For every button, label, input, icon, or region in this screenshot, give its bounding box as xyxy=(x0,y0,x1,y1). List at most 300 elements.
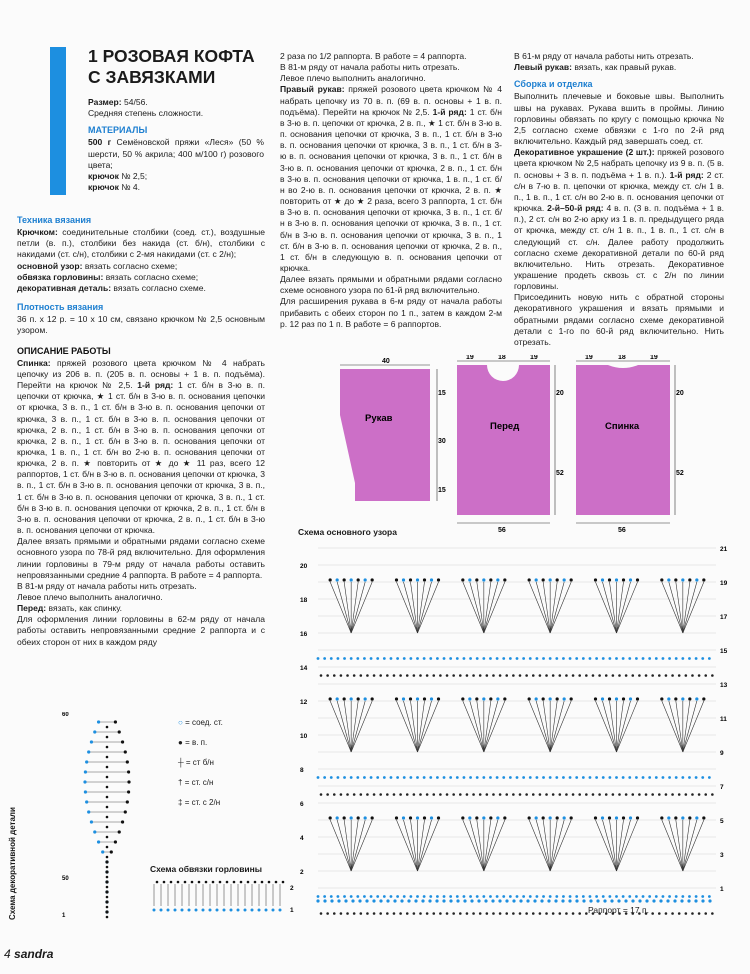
stitch-line xyxy=(330,820,351,871)
stitch-line xyxy=(603,701,617,752)
chain-dot xyxy=(251,909,254,912)
chain-dot xyxy=(701,895,704,898)
stitch-line xyxy=(683,582,690,633)
chain-dot xyxy=(525,912,528,915)
stitch-dot xyxy=(430,697,433,700)
page-footer: 4 sandra xyxy=(4,947,54,961)
chain-dot xyxy=(603,899,606,902)
chain-dot xyxy=(346,912,349,915)
stitch-dot xyxy=(357,697,360,700)
stitch-dot xyxy=(556,816,559,819)
chain-dot xyxy=(565,912,568,915)
stitch-line xyxy=(662,582,683,633)
stitch-dot xyxy=(84,790,87,793)
stitch-dot xyxy=(329,697,332,700)
chain-dot xyxy=(466,912,469,915)
svg-text:18: 18 xyxy=(498,355,506,361)
stitch-dot xyxy=(535,578,538,581)
chain-dot xyxy=(554,899,557,902)
chain-dot xyxy=(662,895,665,898)
row-number: 8 xyxy=(300,767,304,774)
chain-dot xyxy=(376,895,379,898)
stitch-dot xyxy=(629,578,632,581)
chain-dot xyxy=(436,895,439,898)
stitch-line xyxy=(596,701,617,752)
stitch-line xyxy=(683,701,690,752)
chain-dot xyxy=(419,674,422,677)
chain-dot xyxy=(456,776,459,779)
chain-dot xyxy=(275,881,278,884)
chain-dot xyxy=(575,895,578,898)
chain-dot xyxy=(505,912,508,915)
stitch-line xyxy=(484,701,491,752)
chain-dot xyxy=(376,776,379,779)
stitch-line xyxy=(351,582,358,633)
chain-dot xyxy=(317,776,320,779)
stitch-dot xyxy=(475,578,478,581)
stitch-dot xyxy=(468,816,471,819)
stitch-line xyxy=(610,820,617,871)
chain-dot xyxy=(436,776,439,779)
svg-text:20: 20 xyxy=(676,390,684,397)
stitch-line xyxy=(550,701,571,752)
chain-dot xyxy=(502,776,505,779)
chain-dot xyxy=(598,674,601,677)
stitch-line xyxy=(610,701,617,752)
chain-dot xyxy=(615,895,618,898)
stitch-line xyxy=(543,701,550,752)
chain-dot xyxy=(407,899,410,902)
chain-dot xyxy=(360,912,363,915)
stitch-line xyxy=(529,820,550,871)
stitch-dot xyxy=(636,578,639,581)
stitch-dot xyxy=(106,896,109,899)
stitch-line xyxy=(337,701,351,752)
chain-dot xyxy=(346,793,349,796)
stitch-dot xyxy=(106,876,109,879)
chain-dot xyxy=(429,776,432,779)
chain-dot xyxy=(622,895,625,898)
chain-dot xyxy=(645,899,648,902)
chain-dot xyxy=(343,776,346,779)
stitch-dot xyxy=(371,578,374,581)
chain-dot xyxy=(698,912,701,915)
stitch-dot xyxy=(105,910,108,913)
chain-dot xyxy=(668,776,671,779)
stitch-line xyxy=(397,582,418,633)
chain-dot xyxy=(542,657,545,660)
chain-dot xyxy=(635,776,638,779)
chain-dot xyxy=(482,657,485,660)
chain-dot xyxy=(366,912,369,915)
stitch-line xyxy=(536,582,550,633)
chain-dot xyxy=(589,776,592,779)
chain-dot xyxy=(701,657,704,660)
chain-dot xyxy=(216,909,219,912)
chain-dot xyxy=(598,793,601,796)
chain-dot xyxy=(499,793,502,796)
chain-dot xyxy=(687,899,690,902)
chain-dot xyxy=(393,899,396,902)
assembly-heading: Сборка и отделка xyxy=(514,79,593,90)
stitch-dot xyxy=(503,816,506,819)
stitch-line xyxy=(617,582,624,633)
stitch-line xyxy=(484,820,498,871)
chain-dot xyxy=(675,895,678,898)
chain-dot xyxy=(421,899,424,902)
chain-dot xyxy=(326,793,329,796)
chain-dot xyxy=(403,895,406,898)
chain-dot xyxy=(202,909,205,912)
chain-dot xyxy=(505,674,508,677)
stitch-dot xyxy=(127,770,130,773)
chain-dot xyxy=(615,657,618,660)
chain-dot xyxy=(177,881,180,884)
description-heading: ОПИСАНИЕ РАБОТЫ xyxy=(17,345,111,356)
chain-dot xyxy=(662,776,665,779)
stitch-dot xyxy=(622,697,625,700)
chain-dot xyxy=(393,793,396,796)
stitch-dot xyxy=(83,780,86,783)
stitch-line xyxy=(662,701,683,752)
svg-text:56: 56 xyxy=(618,527,626,533)
row-number: 11 xyxy=(720,716,727,723)
chain-dot xyxy=(472,912,475,915)
chain-dot xyxy=(373,793,376,796)
chain-dot xyxy=(498,899,501,902)
chain-dot xyxy=(545,674,548,677)
chain-dot xyxy=(561,899,564,902)
stitch-dot xyxy=(343,578,346,581)
row-number: 50 xyxy=(62,876,69,882)
main-schema xyxy=(298,540,738,920)
chain-dot xyxy=(316,899,319,902)
chain-dot xyxy=(492,912,495,915)
chain-dot xyxy=(505,899,508,902)
chain-dot xyxy=(416,776,419,779)
stitch-dot xyxy=(702,816,705,819)
stitch-dot xyxy=(106,786,109,789)
stitch-dot xyxy=(343,697,346,700)
stitch-dot xyxy=(681,578,684,581)
chain-dot xyxy=(170,881,173,884)
stitch-dot xyxy=(437,578,440,581)
chain-dot xyxy=(372,899,375,902)
row-number: 1 xyxy=(720,886,724,893)
chain-dot xyxy=(212,881,215,884)
chain-dot xyxy=(562,657,565,660)
row-number: 5 xyxy=(720,818,724,825)
stitch-dot xyxy=(336,578,339,581)
chain-dot xyxy=(340,793,343,796)
chain-dot xyxy=(350,895,353,898)
chain-dot xyxy=(678,912,681,915)
row-number: 60 xyxy=(62,712,69,718)
technique-heading: Техника вязания xyxy=(17,215,92,225)
chain-dot xyxy=(671,674,674,677)
chain-dot xyxy=(489,657,492,660)
chain-dot xyxy=(651,674,654,677)
stitch-dot xyxy=(570,816,573,819)
legend-item: † = ст. с/н xyxy=(178,778,214,787)
chain-dot xyxy=(223,909,226,912)
chain-dot xyxy=(466,793,469,796)
chain-dot xyxy=(409,657,412,660)
stitch-dot xyxy=(87,810,90,813)
stitch-dot xyxy=(629,697,632,700)
stitch-dot xyxy=(371,816,374,819)
chain-dot xyxy=(701,776,704,779)
chain-dot xyxy=(343,895,346,898)
chain-dot xyxy=(205,881,208,884)
stitch-dot xyxy=(570,697,573,700)
stitch-dot xyxy=(106,916,109,919)
chain-dot xyxy=(496,776,499,779)
chain-dot xyxy=(658,674,661,677)
chain-dot xyxy=(526,899,529,902)
chain-dot xyxy=(409,776,412,779)
chain-dot xyxy=(383,657,386,660)
stitch-dot xyxy=(636,697,639,700)
chain-dot xyxy=(356,895,359,898)
chain-dot xyxy=(247,881,250,884)
density-heading: Плотность вязания xyxy=(17,302,104,313)
stitch-dot xyxy=(121,740,124,743)
chain-dot xyxy=(555,776,558,779)
stitch-dot xyxy=(357,578,360,581)
stitch-line xyxy=(470,582,484,633)
chain-dot xyxy=(502,895,505,898)
chain-dot xyxy=(509,895,512,898)
stitch-line xyxy=(683,701,704,752)
chain-dot xyxy=(704,793,707,796)
chain-dot xyxy=(492,793,495,796)
stitch-dot xyxy=(121,820,124,823)
row-number: 1 xyxy=(290,907,294,914)
chain-dot xyxy=(476,776,479,779)
chain-dot xyxy=(555,895,558,898)
stitch-line xyxy=(603,820,617,871)
chain-dot xyxy=(390,657,393,660)
chain-dot xyxy=(386,912,389,915)
chain-dot xyxy=(409,895,412,898)
stitch-line xyxy=(683,820,690,871)
chain-dot xyxy=(233,881,236,884)
stitch-dot xyxy=(114,720,117,723)
chain-dot xyxy=(545,912,548,915)
stitch-dot xyxy=(535,816,538,819)
chain-dot xyxy=(439,912,442,915)
stitch-line xyxy=(404,701,418,752)
chain-dot xyxy=(569,776,572,779)
stitch-line xyxy=(669,701,683,752)
chain-dot xyxy=(413,912,416,915)
stitch-line xyxy=(418,820,432,871)
chain-dot xyxy=(618,793,621,796)
stitch-line xyxy=(351,820,372,871)
chain-dot xyxy=(353,674,356,677)
stitch-line xyxy=(344,701,351,752)
stitch-dot xyxy=(106,816,109,819)
stitch-dot xyxy=(357,816,360,819)
stitch-line xyxy=(610,582,617,633)
stitch-line xyxy=(596,820,617,871)
chain-dot xyxy=(463,899,466,902)
stitch-line xyxy=(484,582,491,633)
chain-dot xyxy=(195,909,198,912)
chain-dot xyxy=(638,899,641,902)
deco-schema-title: Схема декоративной детали xyxy=(8,807,17,920)
chain-dot xyxy=(665,674,668,677)
stitch-line xyxy=(397,820,418,871)
chain-dot xyxy=(373,674,376,677)
stitch-dot xyxy=(423,816,426,819)
stitch-dot xyxy=(416,578,419,581)
stitch-dot xyxy=(350,816,353,819)
stitch-line xyxy=(418,701,425,752)
chain-dot xyxy=(482,776,485,779)
chain-dot xyxy=(542,776,545,779)
chain-dot xyxy=(466,674,469,677)
chain-dot xyxy=(575,776,578,779)
chain-dot xyxy=(711,793,714,796)
chain-dot xyxy=(244,909,247,912)
chain-dot xyxy=(376,657,379,660)
chain-dot xyxy=(282,881,285,884)
stitch-line xyxy=(351,820,358,871)
chain-dot xyxy=(562,895,565,898)
stitch-line xyxy=(603,582,617,633)
chain-dot xyxy=(320,912,323,915)
chain-dot xyxy=(589,895,592,898)
stitch-dot xyxy=(482,697,485,700)
chain-dot xyxy=(449,776,452,779)
chain-dot xyxy=(525,793,528,796)
stitch-line xyxy=(617,701,631,752)
stitch-dot xyxy=(688,816,691,819)
chain-dot xyxy=(638,674,641,677)
svg-text:19: 19 xyxy=(585,355,593,361)
stitch-line xyxy=(683,582,697,633)
stitch-dot xyxy=(118,730,121,733)
chain-dot xyxy=(456,657,459,660)
chain-dot xyxy=(651,912,654,915)
stitch-dot xyxy=(127,780,130,783)
stitch-line xyxy=(617,582,631,633)
row-number: 18 xyxy=(300,597,308,604)
stitch-line xyxy=(404,820,418,871)
row-number: 17 xyxy=(720,614,728,621)
chain-dot xyxy=(160,909,163,912)
chain-dot xyxy=(536,657,539,660)
chain-dot xyxy=(605,793,608,796)
stitch-dot xyxy=(489,697,492,700)
chain-dot xyxy=(704,912,707,915)
chain-dot xyxy=(608,895,611,898)
chain-dot xyxy=(681,776,684,779)
chain-dot xyxy=(547,899,550,902)
chain-dot xyxy=(456,895,459,898)
stitch-dot xyxy=(542,697,545,700)
stitch-dot xyxy=(702,697,705,700)
stitch-line xyxy=(330,701,351,752)
chain-dot xyxy=(539,674,542,677)
chain-dot xyxy=(635,657,638,660)
chain-dot xyxy=(708,657,711,660)
front-pattern xyxy=(457,355,564,533)
chain-dot xyxy=(635,895,638,898)
chain-dot xyxy=(675,776,678,779)
stitch-dot xyxy=(126,760,129,763)
chain-dot xyxy=(446,912,449,915)
chain-dot xyxy=(353,912,356,915)
chain-dot xyxy=(459,674,462,677)
chain-dot xyxy=(486,674,489,677)
chain-dot xyxy=(343,657,346,660)
main-schema-title: Схема основного узора xyxy=(298,527,397,537)
stitch-dot xyxy=(85,800,88,803)
stitch-dot xyxy=(667,578,670,581)
legend xyxy=(178,713,223,813)
stitch-line xyxy=(337,582,351,633)
stitch-dot xyxy=(395,578,398,581)
chain-dot xyxy=(596,899,599,902)
chain-dot xyxy=(416,657,419,660)
chain-dot xyxy=(671,912,674,915)
stitch-dot xyxy=(409,697,412,700)
stitch-line xyxy=(676,582,683,633)
chain-dot xyxy=(456,899,459,902)
stitch-line xyxy=(418,701,439,752)
chain-dot xyxy=(615,776,618,779)
chain-dot xyxy=(436,657,439,660)
chain-dot xyxy=(533,899,536,902)
chain-dot xyxy=(522,776,525,779)
chain-dot xyxy=(326,674,329,677)
chain-dot xyxy=(645,674,648,677)
stitch-dot xyxy=(329,816,332,819)
assembly-block: В 61-м ряду от начала работы нить отрезать. Левый рукав: вязать, как правый рукав. Сборка и отделка Выполнить плечевые и боковые швы. Выполнить швы на рукавах. Рукава вшить в проймы. Линию горловины обвязать по кругу с помощью крючка № 2,5 согласно схеме обвязки с 1-го по 2-й ряд включительно. Каждый ряд завершать соед. ст. Декоративное украшение (2 шт.): пряжей розового цвета крючком № 2,5 набрать цепочку из 9 в. п. (5 в. п. основы + 3 в. п. подъёма + 1 в. п.). 1-й ряд: 2 ст. с/н в 7-ю в. п. цепочки от крючка, между ст. с/н 1 в. п., 1 в. п., 1 ст. с/н во 2-ю в. п. основания цепочки от крючка. 2-й–50-й ряд: 4 в. п. (3 в. п. подъёма + 1 в. п.), 2 ст. с/н во 2-ю арку из 1 в. п. предыдущего ряда от крючка, между ст. с/н 1 в. п., 1 в. п., 1 ст. с/н в следующий ст. с/н. Далее работу продолжить согласно схеме декоративной детали по 60-й ряд включительно. Нить отрезать. Декоративное украшение продеть сквозь ст. с 2/н по линии горловины. Присоединить новую нить с обратной стороны декоративного украшения и вязать прямыми и обратными рядами согласно схеме декоративной детали с 1-го по 60-й ряд включительно. Нить отрезать. xyxy=(514,51,725,347)
chain-dot xyxy=(572,674,575,677)
chain-dot xyxy=(602,657,605,660)
chain-dot xyxy=(496,895,499,898)
svg-text:19: 19 xyxy=(466,355,474,361)
chain-dot xyxy=(452,912,455,915)
chain-dot xyxy=(323,899,326,902)
stitch-dot xyxy=(681,816,684,819)
chain-dot xyxy=(642,895,645,898)
chain-dot xyxy=(370,776,373,779)
stitch-dot xyxy=(423,578,426,581)
chain-dot xyxy=(452,674,455,677)
chain-dot xyxy=(645,793,648,796)
chain-dot xyxy=(595,895,598,898)
legend-item: ○ = соед. ст. xyxy=(178,718,223,727)
stitch-line xyxy=(669,820,683,871)
chain-dot xyxy=(651,793,654,796)
stitch-line xyxy=(351,701,372,752)
stitch-dot xyxy=(106,826,109,829)
stitch-line xyxy=(617,701,638,752)
chain-dot xyxy=(386,899,389,902)
chain-dot xyxy=(648,776,651,779)
svg-text:15: 15 xyxy=(438,487,446,494)
row-number: 6 xyxy=(300,801,304,808)
pattern-pieces xyxy=(320,355,720,533)
stitch-line xyxy=(617,701,624,752)
stitch-dot xyxy=(90,740,93,743)
chain-dot xyxy=(496,657,499,660)
